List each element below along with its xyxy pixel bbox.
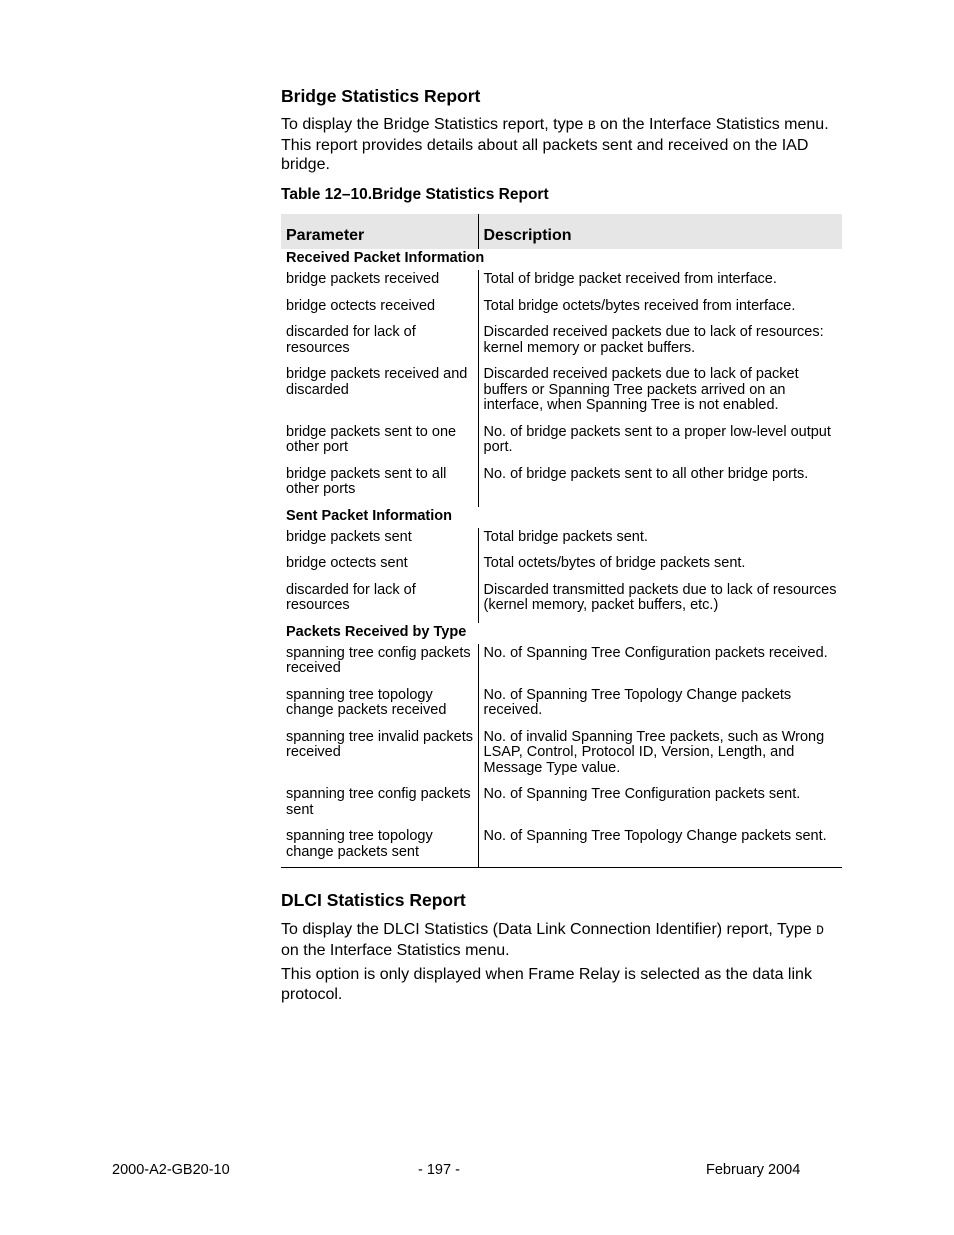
section-title-dlci-statistics: DLCI Statistics Report	[281, 890, 466, 910]
dlci-statistics-paragraph-2: This option is only displayed when Frame Relay is selected as the data link protocol.	[281, 966, 812, 1003]
section-heading: Packets Received by Type	[286, 623, 467, 640]
table-row	[281, 323, 842, 365]
parameter-cell: bridge octects sent	[286, 555, 408, 571]
parameter-cell: spanning tree config packets sent	[286, 786, 471, 818]
table-row	[281, 785, 842, 827]
description-cell: No. of invalid Spanning Tree packets, such as Wrong LSAP, Control, Protocol ID, Version, Length, and Message Type value.	[478, 728, 842, 786]
parameter-cell: bridge packets sent to all other ports	[286, 465, 447, 497]
parameter-cell: bridge packets sent	[286, 528, 412, 545]
section-heading: Received Packet Information	[286, 250, 485, 266]
description-cell: Discarded transmitted packets due to lack of resources (kernel memory, packet buffers, etc.)	[478, 581, 842, 623]
footer-date: February 2004	[706, 1162, 801, 1178]
section-row-by-type	[281, 623, 842, 644]
table-row	[281, 686, 842, 728]
parameter-cell: discarded for lack of resources	[286, 324, 416, 356]
footer-doc-number: 2000-A2-GB20-10	[112, 1162, 230, 1178]
bridge-statistics-table-wrapper	[281, 214, 842, 868]
parameter-cell: bridge packets received and discarded	[286, 366, 468, 398]
table-row	[281, 270, 842, 297]
intro-text-end: on the Interface Statistics menu. This report provides details about all packets sent and received on the IAD bridge.	[281, 116, 829, 173]
description-cell: Total bridge octets/bytes received from interface.	[478, 297, 842, 324]
parameter-cell: spanning tree topology change packets received	[286, 686, 447, 718]
description-cell: No. of Spanning Tree Topology Change packets sent.	[478, 827, 842, 867]
table-row	[281, 644, 842, 686]
description-cell: No. of bridge packets sent to a proper low-level output port.	[478, 423, 842, 465]
dlci-key-code: D	[816, 923, 824, 938]
description-cell: No. of Spanning Tree Configuration packets received.	[478, 644, 842, 686]
parameter-cell: bridge packets received	[286, 271, 440, 287]
parameter-cell: discarded for lack of resources	[286, 581, 416, 613]
parameter-cell: bridge octects received	[286, 297, 436, 314]
intro-text-start: To display the Bridge Statistics report, type	[281, 116, 588, 133]
section-row-received	[281, 249, 842, 270]
table-row	[281, 554, 842, 581]
dlci-text-start: To display the DLCI Statistics (Data Link Connection Identifier) report, Type	[281, 921, 817, 938]
dlci-text-end: on the Interface Statistics menu.	[281, 941, 510, 959]
table-caption: Table 12–10.Bridge Statistics Report	[281, 186, 549, 203]
intro-key-code: B	[587, 118, 596, 133]
description-cell: Total bridge packets sent.	[478, 528, 842, 555]
parameter-cell: spanning tree invalid packets received	[286, 728, 474, 760]
description-cell: Total octets/bytes of bridge packets sent.	[478, 554, 842, 581]
parameter-cell: spanning tree config packets received	[286, 644, 471, 676]
section-row-sent	[281, 507, 842, 528]
description-cell: Discarded received packets due to lack of resources: kernel memory or packet buffers.	[478, 323, 842, 365]
table-row	[281, 581, 842, 623]
table-row	[281, 297, 842, 324]
description-cell: Discarded received packets due to lack of packet buffers or Spanning Tree packets arrived on an interface, when Spanning Tree is not enabled.	[478, 365, 842, 423]
table-row	[281, 365, 842, 423]
table-row	[281, 423, 842, 465]
table-row	[281, 465, 842, 507]
description-cell: No. of bridge packets sent to all other bridge ports.	[478, 465, 842, 507]
table-header-row	[281, 214, 842, 249]
bridge-statistics-table	[281, 214, 842, 867]
parameter-cell: spanning tree topology change packets sent	[286, 828, 433, 860]
table-row	[281, 728, 842, 786]
section-title-bridge-statistics: Bridge Statistics Report	[281, 86, 481, 106]
table-row	[281, 528, 842, 555]
table-row	[281, 827, 842, 867]
dlci-statistics-paragraph-1	[281, 920, 841, 960]
description-cell: Total of bridge packet received from interface.	[478, 270, 842, 297]
section-heading: Sent Packet Information	[286, 507, 452, 524]
footer-page-number: - 197 -	[418, 1162, 460, 1178]
column-header-parameter: Parameter	[281, 214, 478, 249]
description-cell: No. of Spanning Tree Topology Change packets received.	[478, 686, 842, 728]
bridge-statistics-intro	[281, 115, 841, 175]
parameter-cell: bridge packets sent to one other port	[286, 423, 457, 455]
column-header-description: Description	[478, 214, 842, 249]
description-cell: No. of Spanning Tree Configuration packets sent.	[478, 785, 842, 827]
